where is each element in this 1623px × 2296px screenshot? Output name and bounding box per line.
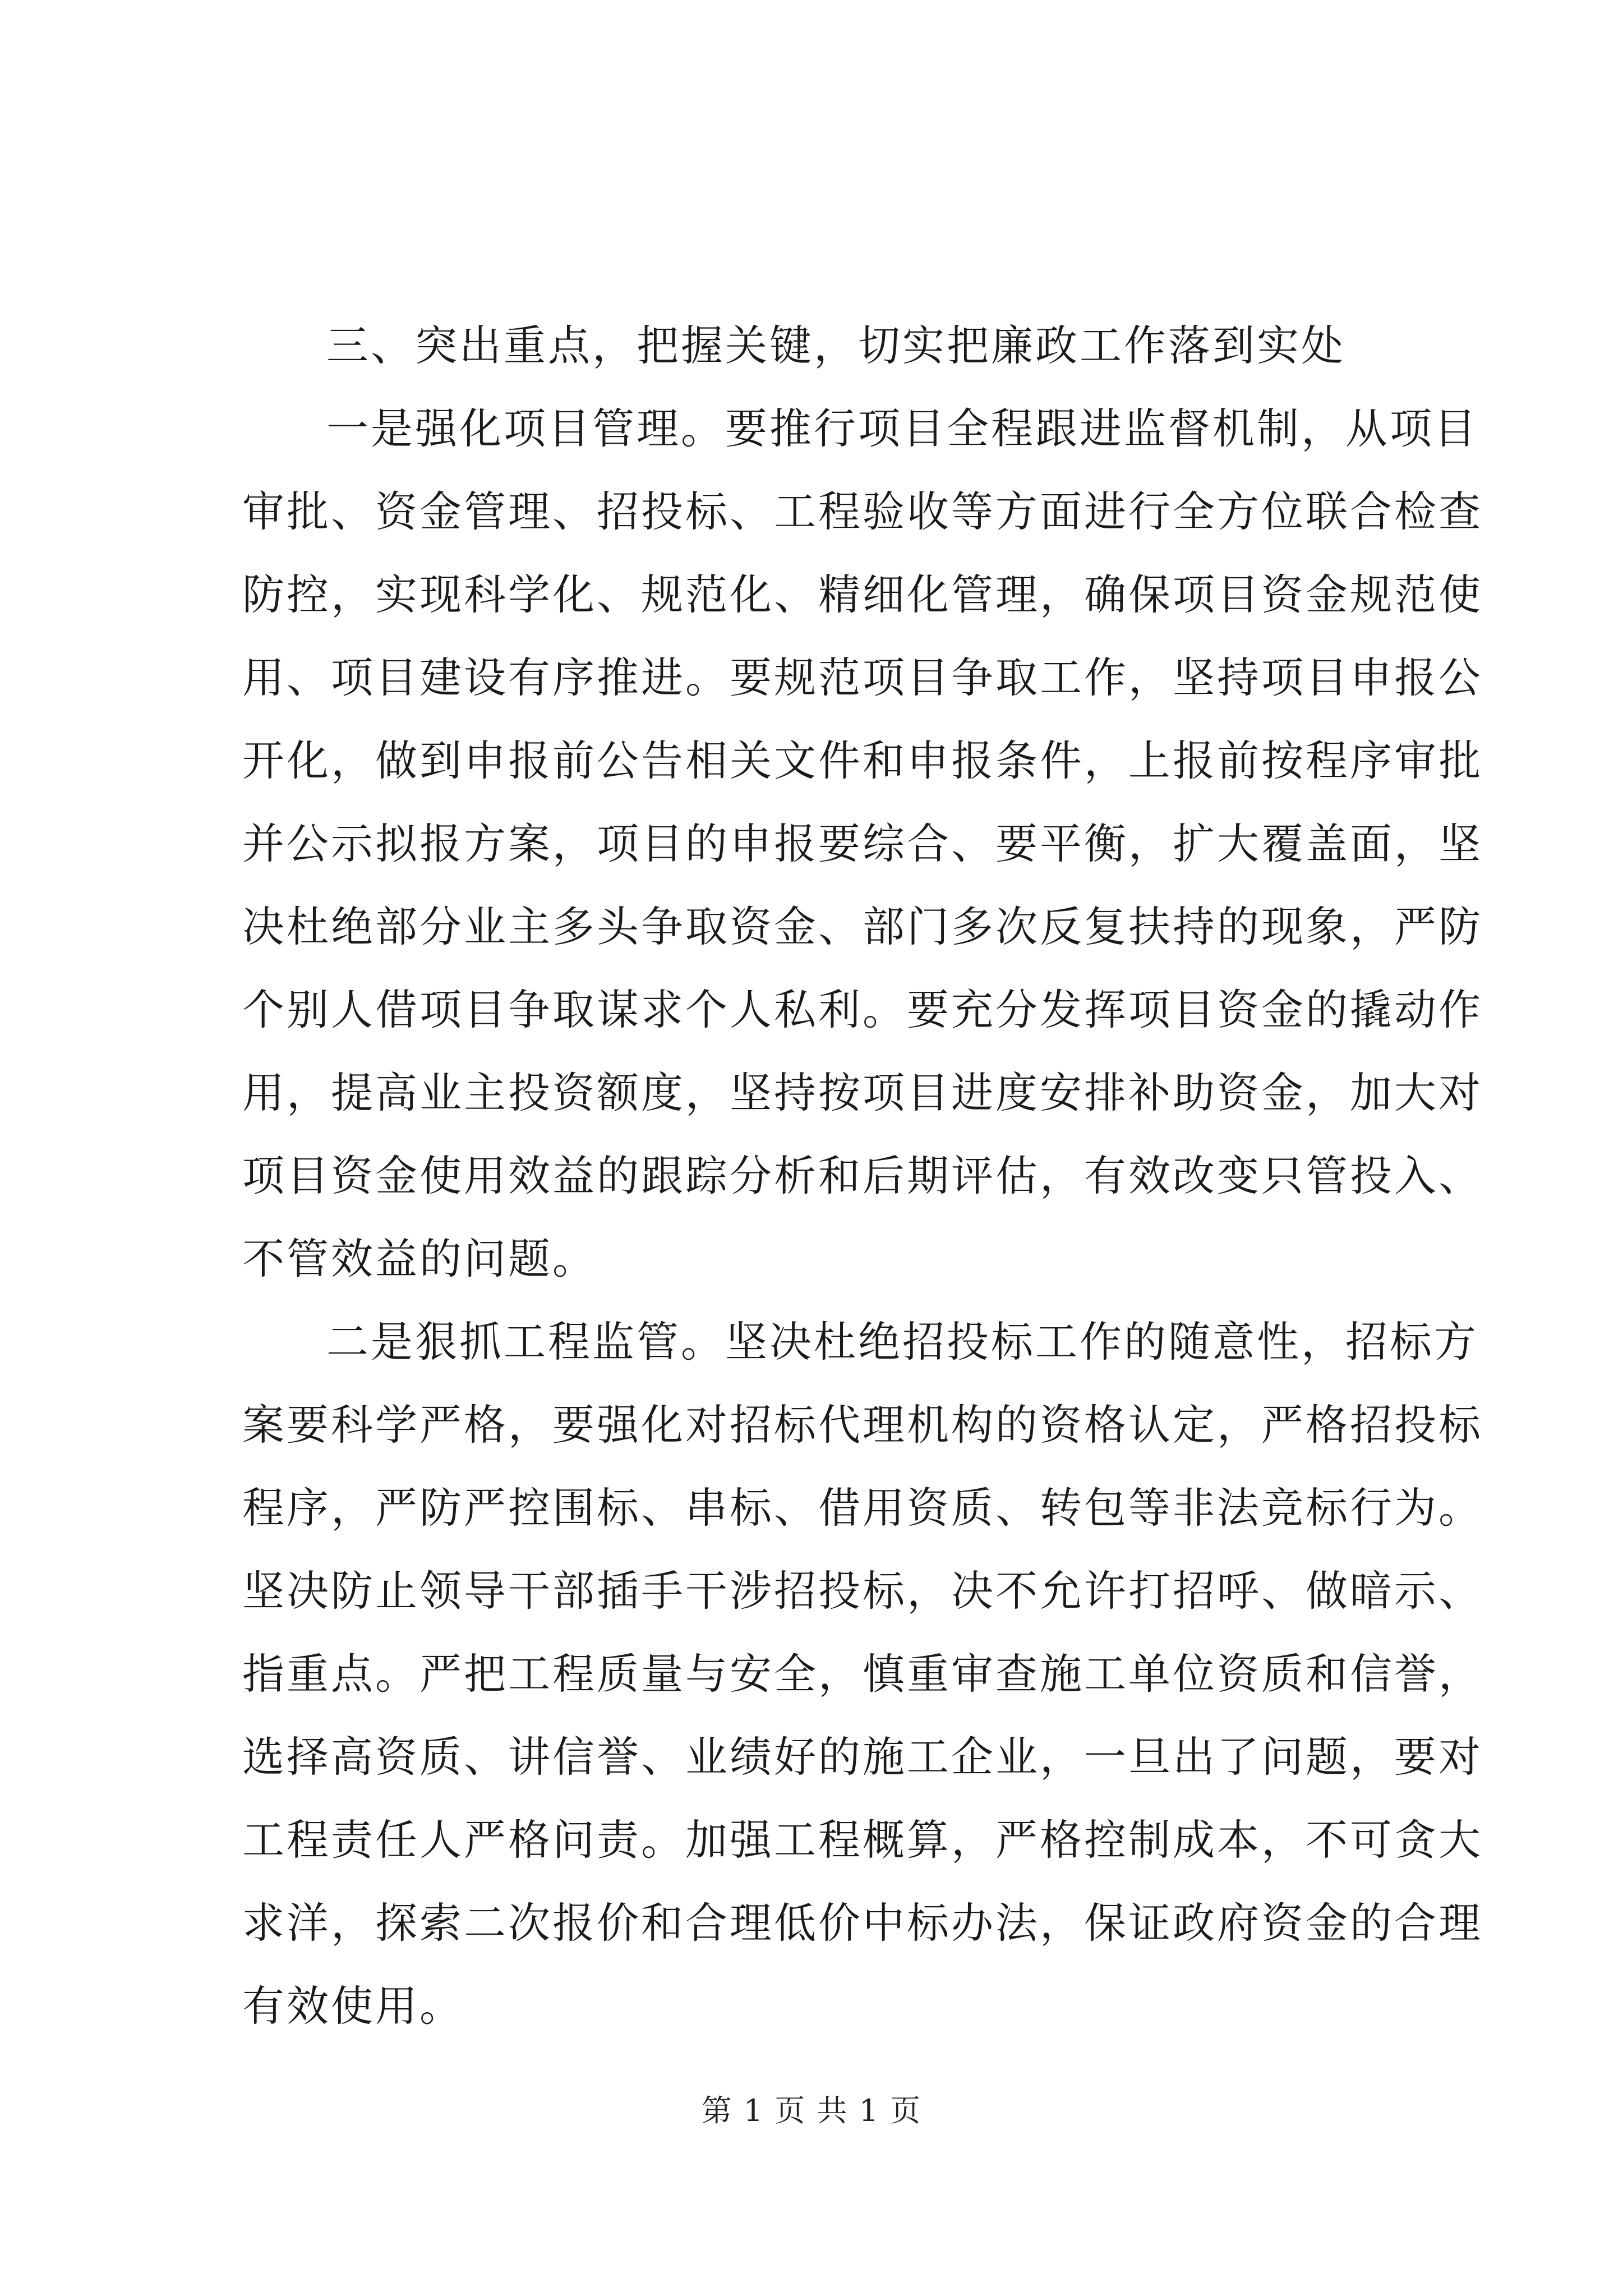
paragraph-2-line: 选择高资质、讲信誉、业绩好的施工企业，一旦出了问题，要对: [242, 1732, 1483, 1782]
paragraph-1-line: 并公示拟报方案，项目的申报要综合、要平衡，扩大覆盖面，坚: [242, 819, 1483, 868]
paragraph-2-line: 指重点。严把工程质量与安全，慎重审查施工单位资质和信誉，: [242, 1649, 1483, 1699]
paragraph-1-line: 决杜绝部分业主多头争取资金、部门多次反复扶持的现象，严防: [242, 902, 1483, 951]
document-body: [242, 304, 1483, 2047]
paragraph-2-line: 工程责任人严格问责。加强工程概算，严格控制成本，不可贪大: [242, 1815, 1483, 1865]
paragraph-2-line: 坚决防止领导干部插手干涉招投标，决不允许打招呼、做暗示、: [242, 1566, 1483, 1616]
paragraph-2-line: 有效使用。: [242, 1981, 464, 2031]
paragraph-2-line: 案要科学严格，要强化对招标代理机构的资格认定，严格招投标: [242, 1400, 1483, 1450]
paragraph-1-line: 防控，实现科学化、规范化、精细化管理，确保项目资金规范使: [242, 570, 1483, 619]
paragraph-1-line: 用，提高业主投资额度，坚持按项目进度安排补助资金，加大对: [242, 1068, 1483, 1117]
section-heading: 三、突出重点，把握关键，切实把廉政工作落到实处: [326, 321, 1346, 370]
paragraph-1-line: 一是强化项目管理。要推行项目全程跟进监督机制，从项目: [326, 404, 1479, 453]
paragraph-1-line: 个别人借项目争取谋求个人私利。要充分发挥项目资金的撬动作: [242, 985, 1483, 1034]
paragraph-2-line: 程序，严防严控围标、串标、借用资质、转包等非法竞标行为。: [242, 1483, 1483, 1533]
paragraph-1-line: 项目资金使用效益的跟踪分析和后期评估，有效改变只管投入、: [242, 1151, 1483, 1200]
paragraph-2-line: 求洋，探索二次报价和合理低价中标办法，保证政府资金的合理: [242, 1898, 1483, 1948]
page-footer: 第 1 页 共 1 页: [701, 2093, 922, 2128]
paragraph-1-line: 不管效益的问题。: [242, 1234, 597, 1283]
paragraph-1-line: 开化，做到申报前公告相关文件和申报条件，上报前按程序审批: [242, 736, 1483, 785]
paragraph-2-line: 二是狠抓工程监管。坚决杜绝招投标工作的随意性，招标方: [326, 1317, 1479, 1366]
paragraph-1-line: 审批、资金管理、招投标、工程验收等方面进行全方位联合检查: [242, 487, 1483, 536]
paragraph-1-line: 用、项目建设有序推进。要规范项目争取工作，坚持项目申报公: [242, 653, 1483, 702]
